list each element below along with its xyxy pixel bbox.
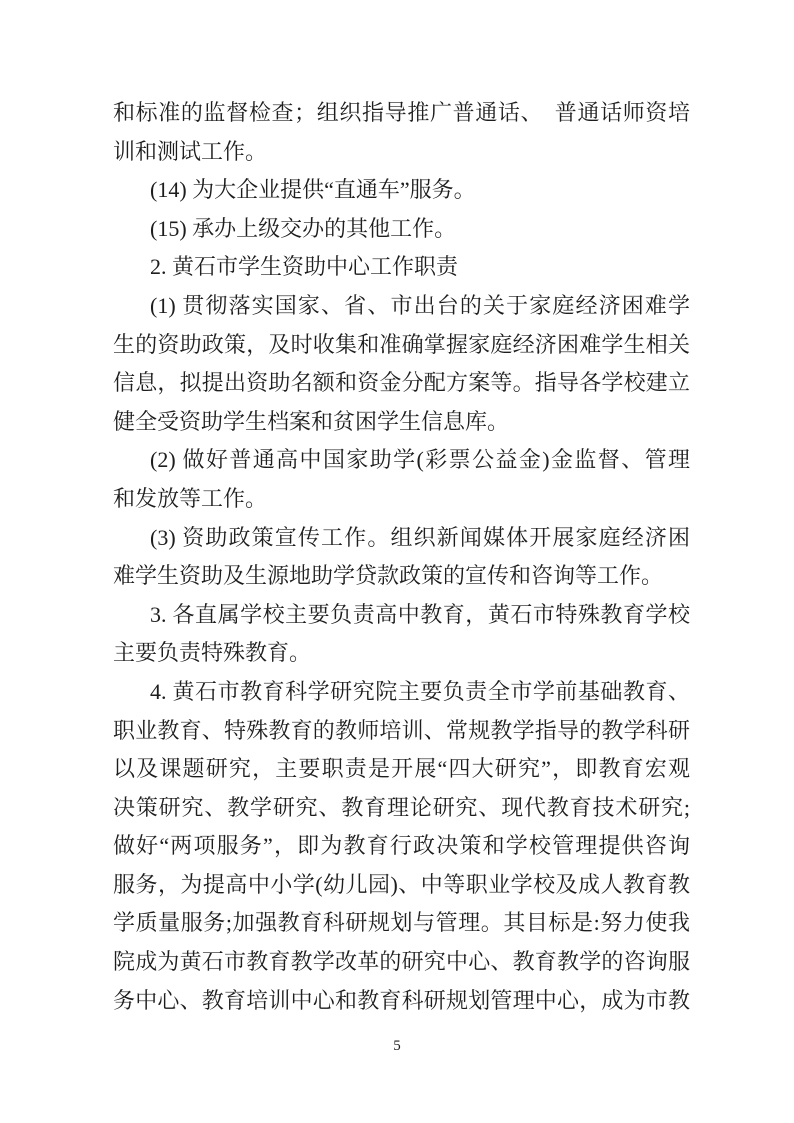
text-line: 职业教育、特殊教育的教师培训、常规教学指导的教学科研: [113, 717, 690, 743]
text-line: 健全受资助学生档案和贫困学生信息库。: [113, 408, 510, 434]
text-line: 院成为黄石市教育教学改革的研究中心、教育教学的咨询服: [113, 949, 690, 975]
text-line: 4. 黄石市教育科学研究院主要负责全市学前基础教育、: [150, 678, 690, 704]
text-line: 学质量服务;加强教育科研规划与管理。其目标是:努力使我: [113, 910, 690, 936]
text-line: 难学生资助及生源地助学贷款政策的宣传和咨询等工作。: [113, 563, 664, 589]
text-line: 决策研究、教学研究、教育理论研究、现代教育技术研究;: [113, 794, 690, 820]
text-line: 服务，为提高中小学(幼儿园)、中等职业学校及成人教育教: [113, 871, 690, 897]
text-line: 和发放等工作。: [113, 485, 268, 511]
text-line: 3. 各直属学校主要负责高中教育，黄石市特殊教育学校: [150, 601, 690, 627]
document-body: [113, 94, 690, 1020]
text-line: (1) 贯彻落实国家、省、市出台的关于家庭经济困难学: [150, 292, 690, 318]
text-line: 信息，拟提出资助名额和资金分配方案等。指导各学校建立: [113, 370, 690, 396]
text-line: 训和测试工作。: [113, 138, 268, 164]
text-line: 生的资助政策，及时收集和准确掌握家庭经济困难学生相关: [113, 331, 690, 357]
text-line: 做好“两项服务”，即为教育行政决策和学校管理提供咨询: [113, 833, 690, 859]
text-line: (14) 为大企业提供“直通车”服务。: [150, 177, 476, 203]
text-line: 2. 黄石市学生资助中心工作职责: [150, 254, 459, 280]
page-number: 5: [393, 1038, 401, 1054]
text-line: (3) 资助政策宣传工作。组织新闻媒体开展家庭经济困: [150, 524, 690, 550]
text-line: 和标准的监督检查；组织指导推广普通话、 普通话师资培: [113, 100, 690, 125]
text-line: (15) 承办上级交办的其他工作。: [150, 215, 457, 241]
text-line: (2) 做好普通高中国家助学(彩票公益金)金监督、管理: [150, 447, 690, 473]
text-line: 务中心、教育培训中心和教育科研规划管理中心，成为市教: [113, 987, 690, 1013]
text-line: 以及课题研究，主要职责是开展“四大研究”，即教育宏观: [113, 756, 690, 782]
text-line: 主要负责特殊教育。: [113, 640, 312, 666]
